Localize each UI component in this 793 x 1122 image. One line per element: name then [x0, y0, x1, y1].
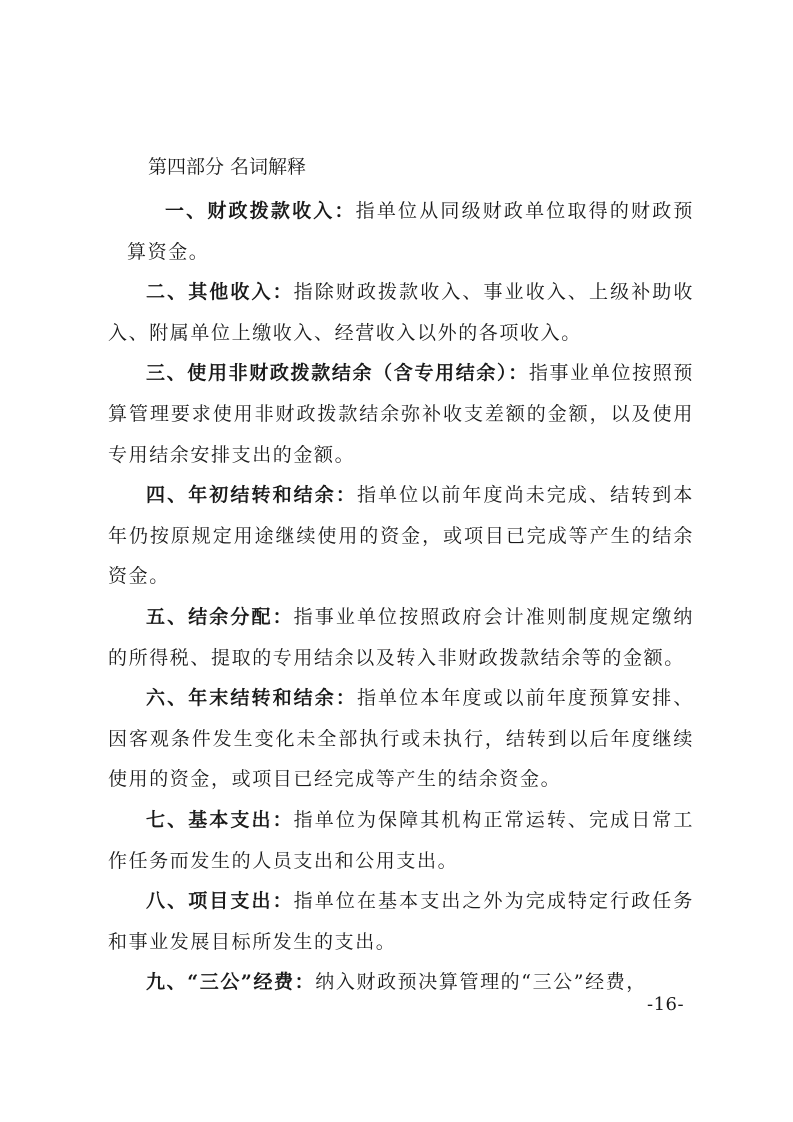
glossary-definition: 指单位为保障其机构正常运转、完成日常工作任务而发生的人员支出和公用支出。	[108, 808, 694, 872]
glossary-term: 三、使用非财政拨款结余（含专用结余）：	[146, 362, 529, 385]
glossary-term: 一、财政拨款收入：	[165, 200, 356, 222]
glossary-definition: 指除财政拨款收入、事业收入、上级补助收入、附属单位上缴收入、经营收入以外的各项收入。	[108, 281, 694, 344]
glossary-definition: 纳入财政预决算管理的“三公”经费，	[315, 971, 647, 994]
glossary-term: 四、年初结转和结余：	[146, 484, 357, 507]
section-title: 第四部分 名词解释	[148, 156, 307, 178]
glossary-entry-beginning-carryover	[108, 475, 694, 597]
glossary-definition: 指单位在基本支出之外为完成特定行政任务和事业发展目标所发生的支出。	[108, 890, 694, 953]
glossary-term: 八、项目支出：	[146, 890, 294, 913]
glossary-entry-fiscal-appropriation-income	[108, 191, 694, 272]
glossary-body	[108, 191, 694, 1003]
page-number: -16-	[647, 994, 685, 1015]
glossary-definition: 指单位本年度或以前年度预算安排、因客观条件发生变化未全部执行或未执行，结转到以后年度继续使用的资金，或项目已经完成等产生的结余资金。	[108, 687, 694, 791]
glossary-term: 二、其他收入：	[146, 281, 294, 304]
glossary-definition: 指事业单位按照政府会计准则制度规定缴纳的所得税、提取的专用结余以及转入非财政拨款结余等的金额。	[108, 605, 694, 669]
glossary-definition: 指单位从同级财政单位取得的财政预算资金。	[127, 200, 694, 263]
glossary-entry-balance-distribution	[108, 597, 694, 678]
glossary-entry-year-end-carryover	[108, 678, 694, 800]
glossary-term: 七、基本支出：	[146, 808, 294, 831]
glossary-entry-use-of-non-fiscal-balance	[108, 353, 694, 475]
glossary-entry-basic-expenditure	[108, 800, 694, 881]
glossary-entry-project-expenditure	[108, 881, 694, 962]
glossary-term: 六、年末结转和结余：	[146, 687, 357, 710]
glossary-term: 九、“三公”经费：	[146, 971, 316, 994]
glossary-entry-other-income	[108, 272, 694, 353]
glossary-definition: 指单位以前年度尚未完成、结转到本年仍按原规定用途继续使用的资金，或项目已完成等产生的结余资金。	[108, 484, 694, 588]
glossary-term: 五、结余分配：	[146, 605, 294, 628]
glossary-entry-three-public-expenses	[108, 962, 694, 1003]
glossary-definition: 指事业单位按照预算管理要求使用非财政拨款结余弥补收支差额的金额，以及使用专用结余安排支出的金额。	[108, 362, 694, 466]
